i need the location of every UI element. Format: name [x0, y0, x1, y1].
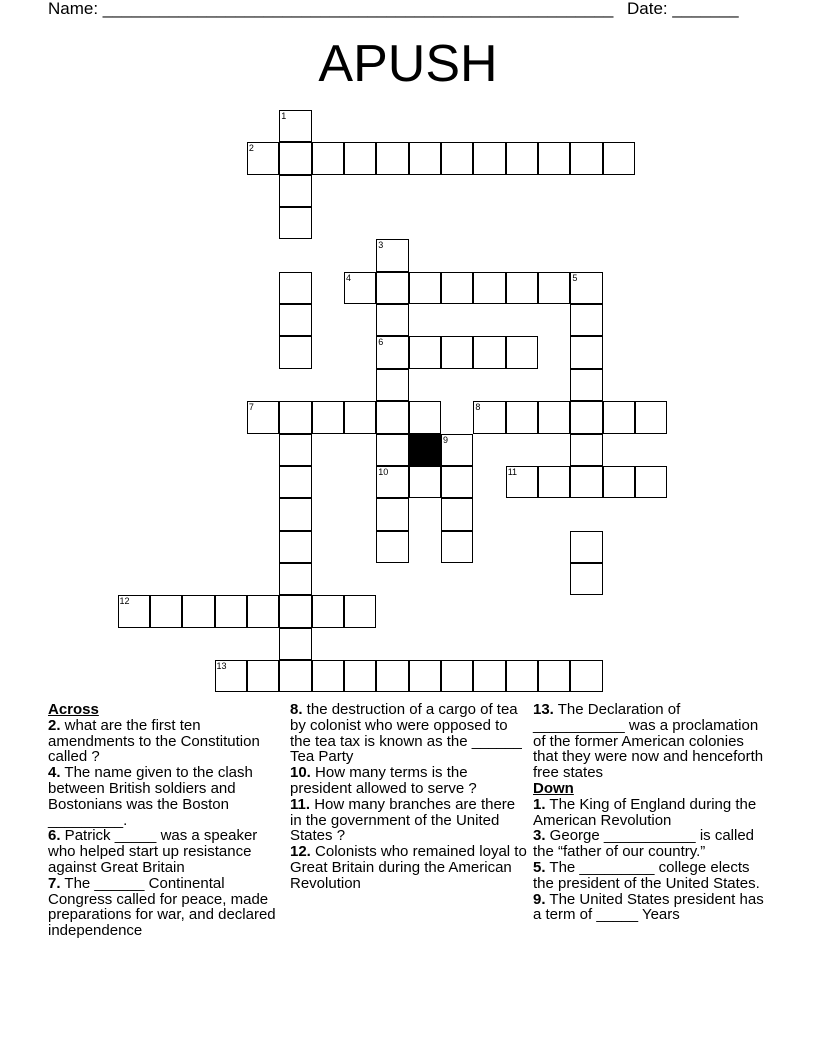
clue-number-label: 4: [345, 272, 351, 283]
grid-cell[interactable]: [441, 498, 473, 530]
clue-text: How many branches are there in the government of the United States ?: [290, 795, 516, 845]
clue-number-label: 5: [572, 272, 578, 283]
clue-number: 2.: [48, 716, 61, 734]
date-field[interactable]: Date: _______: [627, 0, 739, 18]
grid-cell[interactable]: [506, 401, 538, 433]
clues-column-3: [533, 702, 773, 923]
grid-cell-5[interactable]: [570, 272, 602, 304]
clue-text: The Declaration of ___________ was a proclamation of the former American colonies that they were now and henceforth free states: [533, 701, 764, 782]
grid-cell[interactable]: [506, 660, 538, 692]
grid-cell[interactable]: [473, 142, 505, 174]
clue-across-13: [533, 702, 773, 781]
clue-text: The King of England during the American Revolution: [533, 795, 757, 829]
clue-across-8: [290, 702, 530, 765]
grid-cell[interactable]: [570, 466, 602, 498]
grid-cell[interactable]: [376, 434, 408, 466]
clue-number: 11.: [290, 795, 311, 813]
clue-number: 8.: [290, 701, 303, 718]
grid-cell[interactable]: [247, 660, 279, 692]
clue-across-11: [290, 797, 530, 844]
grid-cell[interactable]: [441, 466, 473, 498]
grid-cell[interactable]: [506, 142, 538, 174]
grid-cell[interactable]: [473, 660, 505, 692]
clue-number-label: 9: [443, 434, 449, 445]
grid-cell[interactable]: [635, 401, 667, 433]
clue-number-label: 11: [507, 466, 518, 477]
clue-number-label: 2: [248, 143, 254, 154]
clue-number-label: 6: [378, 337, 384, 348]
grid-cell[interactable]: [279, 207, 311, 239]
clue-number-label: 10: [378, 466, 389, 477]
grid-cell[interactable]: [538, 272, 570, 304]
grid-cell[interactable]: [441, 531, 473, 563]
clue-number-label: 13: [216, 660, 227, 671]
grid-cell-8[interactable]: [473, 401, 505, 433]
grid-cell[interactable]: [279, 304, 311, 336]
clue-text: the destruction of a cargo of tea by colonist who were opposed to the tea tax is known as the ______ Tea Party: [290, 701, 522, 766]
grid-cell[interactable]: [376, 142, 408, 174]
grid-cell[interactable]: [570, 304, 602, 336]
grid-cell[interactable]: [344, 660, 376, 692]
grid-cell[interactable]: [344, 401, 376, 433]
clue-number: 7.: [48, 874, 61, 892]
grid-cell[interactable]: [279, 466, 311, 498]
grid-cell[interactable]: [603, 142, 635, 174]
grid-cell[interactable]: [279, 272, 311, 304]
clue-down-5: [533, 860, 773, 892]
clue-number: 6.: [48, 827, 61, 845]
grid-cell[interactable]: [441, 660, 473, 692]
grid-cell-4[interactable]: [344, 272, 376, 304]
grid-cell[interactable]: [603, 401, 635, 433]
grid-cell-13[interactable]: [215, 660, 247, 692]
grid-cell[interactable]: [635, 466, 667, 498]
grid-cell[interactable]: [376, 369, 408, 401]
grid-cell[interactable]: [538, 466, 570, 498]
clue-across-12: [290, 844, 530, 891]
grid-cell[interactable]: [247, 595, 279, 627]
grid-cell[interactable]: [570, 336, 602, 368]
clue-number: 12.: [290, 843, 311, 861]
grid-cell[interactable]: [376, 272, 408, 304]
grid-cell[interactable]: [312, 142, 344, 174]
grid-cell[interactable]: [376, 401, 408, 433]
grid-cell-6[interactable]: [376, 336, 408, 368]
grid-cell-1[interactable]: [279, 110, 311, 142]
grid-cell[interactable]: [279, 531, 311, 563]
grid-cell[interactable]: [441, 272, 473, 304]
grid-cell[interactable]: [376, 660, 408, 692]
grid-cell-9[interactable]: [441, 434, 473, 466]
grid-cell[interactable]: [409, 272, 441, 304]
clue-number: 10.: [290, 764, 311, 782]
grid-cell[interactable]: [570, 660, 602, 692]
down-heading: Down: [533, 779, 574, 797]
clue-number-label: 12: [119, 596, 130, 607]
grid-cell[interactable]: [570, 563, 602, 595]
grid-cell[interactable]: [279, 336, 311, 368]
clue-number-label: 8: [475, 402, 481, 413]
grid-cell[interactable]: [441, 142, 473, 174]
grid-cell[interactable]: [506, 272, 538, 304]
grid-cell[interactable]: [312, 660, 344, 692]
grid-cell[interactable]: [570, 401, 602, 433]
clue-text: The ______ Continental Congress called for peace, made preparations for war, and declared independence: [48, 874, 276, 940]
grid-cell[interactable]: [150, 595, 182, 627]
clue-number: 9.: [533, 890, 546, 908]
blocked-cell: [409, 434, 441, 466]
grid-cell[interactable]: [279, 563, 311, 595]
clue-number-label: 7: [248, 402, 254, 413]
grid-cell[interactable]: [376, 498, 408, 530]
grid-cell[interactable]: [312, 595, 344, 627]
clue-across-10: [290, 765, 530, 797]
grid-cell[interactable]: [538, 660, 570, 692]
grid-cell-7[interactable]: [247, 401, 279, 433]
clue-down-1: [533, 797, 773, 829]
clue-number: 1.: [533, 795, 546, 813]
clue-number: 5.: [533, 858, 546, 876]
clue-text: Patrick _____ was a speaker who helped start up resistance against Great Britain: [48, 827, 258, 876]
across-heading: Across: [48, 701, 99, 718]
page-title: APUSH: [318, 35, 498, 93]
clue-number-label: 3: [378, 240, 384, 251]
clue-text: George ___________ is called the “father of our country.”: [533, 827, 755, 861]
grid-cell[interactable]: [409, 466, 441, 498]
grid-cell[interactable]: [409, 401, 441, 433]
grid-cell[interactable]: [279, 498, 311, 530]
grid-cell[interactable]: [312, 401, 344, 433]
grid-cell[interactable]: [279, 175, 311, 207]
grid-cell[interactable]: [409, 336, 441, 368]
clue-number-label: 1: [281, 111, 287, 121]
clue-down-9: [533, 892, 773, 924]
grid-cell[interactable]: [344, 142, 376, 174]
clue-across-2: [48, 718, 288, 765]
name-field[interactable]: Name: ______________________________________________________: [48, 0, 614, 18]
grid-cell[interactable]: [279, 595, 311, 627]
grid-cell[interactable]: [473, 336, 505, 368]
grid-cell[interactable]: [376, 304, 408, 336]
grid-cell[interactable]: [344, 595, 376, 627]
grid-cell[interactable]: [182, 595, 214, 627]
clue-text: The name given to the clash between British soldiers and Bostonians was the Boston _________.: [48, 764, 253, 829]
clue-down-3: [533, 828, 773, 860]
clue-text: How many terms is the president allowed to serve ?: [290, 764, 477, 797]
grid-cell[interactable]: [279, 628, 311, 660]
grid-cell[interactable]: [409, 660, 441, 692]
clue-number: 13.: [533, 701, 554, 718]
grid-cell[interactable]: [570, 434, 602, 466]
grid-cell[interactable]: [409, 142, 441, 174]
clue-text: what are the first ten amendments to the Constitution called ?: [48, 716, 260, 766]
grid-cell[interactable]: [279, 401, 311, 433]
clue-text: Colonists who remained loyal to Great Britain during the American Revolution: [290, 843, 527, 892]
grid-cell[interactable]: [538, 401, 570, 433]
grid-cell[interactable]: [279, 434, 311, 466]
clue-number: 4.: [48, 764, 61, 782]
clues-column-2: [290, 702, 530, 892]
clue-text: The United States president has a term of _____ Years: [533, 890, 764, 924]
grid-cell-2[interactable]: [247, 142, 279, 174]
clue-text: The _________ college elects the president of the United States.: [533, 858, 760, 892]
clue-across-4: [48, 765, 288, 828]
grid-cell[interactable]: [506, 336, 538, 368]
grid-cell[interactable]: [570, 531, 602, 563]
grid-cell-3[interactable]: [376, 239, 408, 271]
grid-cell[interactable]: [279, 142, 311, 174]
clues-column-1: [48, 702, 288, 939]
grid-cell-10[interactable]: [376, 466, 408, 498]
grid-cell[interactable]: [376, 531, 408, 563]
clue-number: 3.: [533, 827, 546, 845]
grid-cell[interactable]: [473, 272, 505, 304]
grid-cell[interactable]: [603, 466, 635, 498]
grid-cell[interactable]: [538, 142, 570, 174]
grid-cell-12[interactable]: [118, 595, 150, 627]
grid-cell-11[interactable]: [506, 466, 538, 498]
grid-cell[interactable]: [279, 660, 311, 692]
grid-cell[interactable]: [570, 369, 602, 401]
clue-across-7: [48, 876, 288, 939]
grid-cell[interactable]: [441, 336, 473, 368]
grid-cell[interactable]: [215, 595, 247, 627]
grid-cell[interactable]: [570, 142, 602, 174]
clue-across-6: [48, 828, 288, 875]
